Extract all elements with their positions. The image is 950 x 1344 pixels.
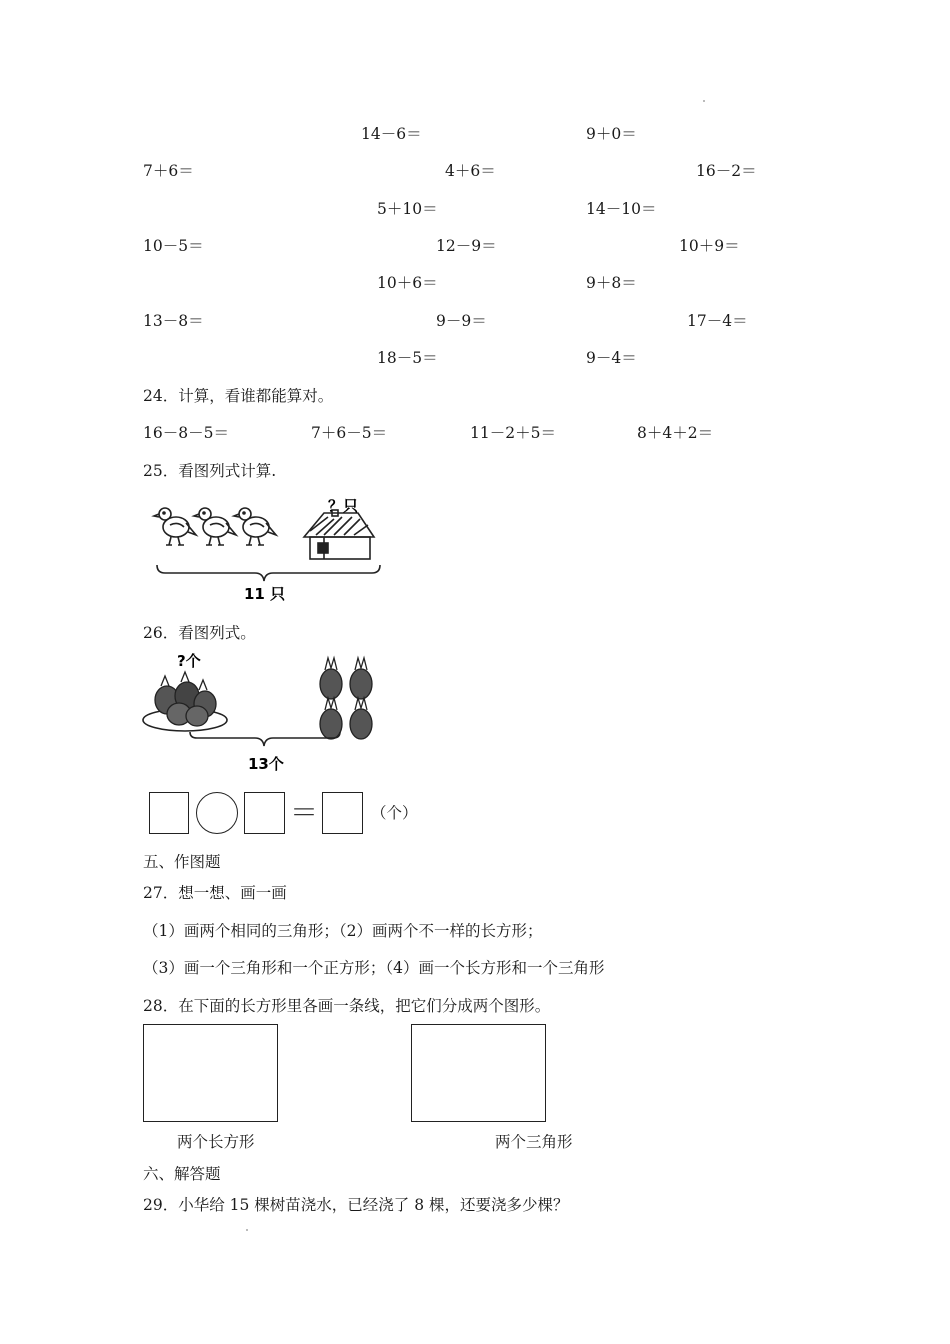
oral-calc-item: 12－9＝: [436, 237, 497, 255]
q26-brace: [190, 732, 340, 746]
oral-calc-item: 18－5＝: [377, 349, 438, 367]
q26-title: 26．看图列式。: [143, 624, 256, 642]
oral-calc-item: 14－6＝: [361, 125, 422, 143]
section-title: 五、作图题: [143, 853, 221, 871]
q26-total-label: 13个: [248, 755, 284, 773]
pineapple-icon: [320, 698, 342, 739]
oral-calc-item: 7＋6＝: [143, 162, 194, 180]
q24-item: 11－2＋5＝: [470, 424, 556, 442]
q26-figure: [145, 650, 390, 775]
pineapple-icon: [320, 658, 342, 699]
oral-calc-item: 9－9＝: [436, 312, 487, 330]
q25-figure: [150, 495, 400, 605]
oral-calc-item: 9－4＝: [586, 349, 637, 367]
q24-title: 24．计算，看谁都能算对。: [143, 387, 334, 405]
answer-box[interactable]: [244, 792, 285, 834]
q24-item: 16－8－5＝: [143, 424, 229, 442]
scan-dot: [246, 1229, 248, 1231]
answer-box[interactable]: [322, 792, 363, 834]
oral-calc-item: 16－2＝: [696, 162, 757, 180]
q27-title: 27．想一想、画一画: [143, 884, 287, 902]
q25-total-label: 11 只: [244, 585, 286, 603]
oral-calc-item: 13－8＝: [143, 312, 204, 330]
q27-line: （1）画两个相同的三角形；（2）画两个不一样的长方形；: [143, 922, 543, 940]
q29-title: 29．小华给 15 棵树苗浇水，已经浇了 8 棵，还要浇多少棵？: [143, 1196, 569, 1214]
oral-calc-item: 9＋0＝: [586, 125, 637, 143]
bird-icon: [194, 508, 236, 545]
drawing-rectangle-left[interactable]: [143, 1024, 278, 1122]
q28-caption-left: 两个长方形: [177, 1133, 255, 1151]
oral-calc-item: 17－4＝: [687, 312, 748, 330]
q25-hidden-label: ？只: [328, 497, 359, 515]
bird-icon: [154, 508, 196, 545]
oral-calc-item: 9＋8＝: [586, 274, 637, 292]
oral-calc-item: 14－10＝: [586, 200, 657, 218]
equals-sign: ＝: [290, 796, 319, 829]
q26-unknown-label: ?个: [177, 652, 201, 670]
operator-circle[interactable]: [196, 792, 238, 834]
q28-caption-right: 两个三角形: [495, 1133, 573, 1151]
pineapple-icon: [350, 698, 372, 739]
q28-title: 28．在下面的长方形里各画一条线，把它们分成两个图形。: [143, 997, 551, 1015]
q26-unit: （个）: [371, 804, 418, 822]
section-title: 六、解答题: [143, 1165, 221, 1183]
oral-calc-item: 10＋9＝: [679, 237, 740, 255]
oral-calc-item: 10＋6＝: [377, 274, 438, 292]
q25-title: 25．看图列式计算.: [143, 462, 277, 480]
house-icon: [304, 510, 374, 559]
oral-calc-item: 10－5＝: [143, 237, 204, 255]
scan-dot: [703, 100, 705, 102]
answer-box[interactable]: [149, 792, 189, 834]
pineapple-icon: [350, 658, 372, 699]
q27-line: （3）画一个三角形和一个正方形；（4）画一个长方形和一个三角形: [143, 959, 605, 977]
q24-item: 8＋4＋2＝: [637, 424, 714, 442]
drawing-rectangle-right[interactable]: [411, 1024, 546, 1122]
q25-brace: [157, 565, 380, 581]
oral-calc-item: 5＋10＝: [377, 200, 438, 218]
q24-item: 7＋6－5＝: [311, 424, 388, 442]
oral-calc-item: 4＋6＝: [445, 162, 496, 180]
bird-icon: [234, 508, 276, 545]
